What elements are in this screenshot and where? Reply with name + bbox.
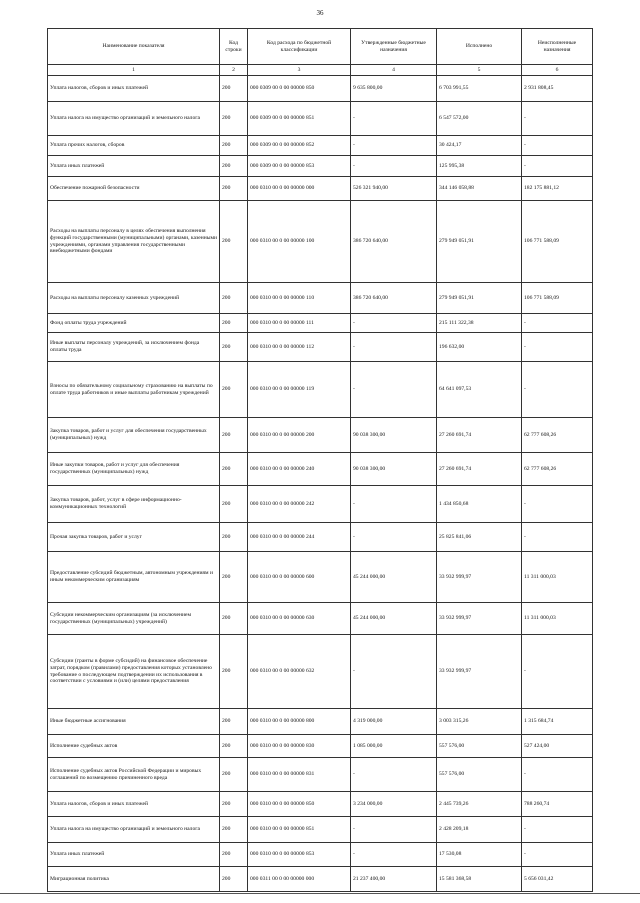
row-executed: 1 434 850,68: [437, 486, 522, 523]
row-expense-code: 000 0310 00 0 00 00000 831: [248, 758, 351, 792]
row-unexecuted: 11 311 000,03: [522, 552, 593, 603]
row-executed: 15 581 368,58: [437, 867, 522, 892]
row-expense-code: 000 0309 00 0 00 00000 851: [248, 102, 351, 136]
column-number: 3: [248, 65, 351, 76]
table-row: [48, 552, 593, 603]
row-executed: 27 260 691,74: [437, 418, 522, 453]
row-name: Миграционная политика: [48, 867, 220, 892]
table-row: [48, 156, 593, 177]
row-expense-code: 000 0310 00 0 00 00000 850: [248, 792, 351, 817]
row-name: Уплата налогов, сборов и иных платежей: [48, 792, 220, 817]
table-row: [48, 136, 593, 156]
row-line-code: 200: [220, 418, 248, 453]
table-body: [48, 76, 593, 892]
budget-execution-table: [47, 28, 593, 892]
table-row: [48, 362, 593, 418]
row-executed: 25 825 841,06: [437, 523, 522, 552]
row-approved: -: [351, 758, 437, 792]
table-row: [48, 817, 593, 843]
row-name: Уплата налога на имущество организаций и земельного налога: [48, 817, 220, 843]
table-row: [48, 867, 593, 892]
row-name: Иные выплаты персоналу учреждений, за исключением фонда оплаты труда: [48, 333, 220, 362]
row-expense-code: 000 0309 00 0 00 00000 853: [248, 156, 351, 177]
row-unexecuted: -: [522, 843, 593, 867]
row-unexecuted: 182 175 881,12: [522, 177, 593, 201]
table-row: [48, 283, 593, 314]
row-unexecuted: 106 771 588,09: [522, 283, 593, 314]
table-row: [48, 76, 593, 102]
row-name: Закупка товаров, работ, услуг в сфере информационно-коммуникационных технологий: [48, 486, 220, 523]
row-unexecuted: -: [522, 333, 593, 362]
row-unexecuted: -: [522, 523, 593, 552]
header-executed: Исполнено: [437, 29, 522, 65]
row-line-code: 200: [220, 817, 248, 843]
row-name: Уплата иных платежей: [48, 156, 220, 177]
row-expense-code: 000 0310 00 0 00 00000 242: [248, 486, 351, 523]
row-line-code: 200: [220, 523, 248, 552]
row-expense-code: 000 0310 00 0 00 00000 100: [248, 201, 351, 283]
row-executed: 6 547 572,00: [437, 102, 522, 136]
row-approved: -: [351, 314, 437, 333]
header-unexecuted: Неисполненные назначения: [522, 29, 593, 65]
row-executed: 30 424,17: [437, 136, 522, 156]
table-row: [48, 635, 593, 709]
header-approved-budget: Утвержденные бюджетные назначения: [351, 29, 437, 65]
table-row: [48, 843, 593, 867]
row-executed: 557 576,00: [437, 735, 522, 758]
row-expense-code: 000 0309 00 0 00 00000 852: [248, 136, 351, 156]
row-approved: 526 321 940,00: [351, 177, 437, 201]
row-executed: 279 949 051,91: [437, 283, 522, 314]
row-name: Прочая закупка товаров, работ и услуг: [48, 523, 220, 552]
row-approved: -: [351, 333, 437, 362]
row-line-code: 200: [220, 156, 248, 177]
row-expense-code: 000 0310 00 0 00 00000 000: [248, 177, 351, 201]
row-unexecuted: 788 260,74: [522, 792, 593, 817]
row-line-code: 200: [220, 102, 248, 136]
row-expense-code: 000 0309 00 0 00 00000 850: [248, 76, 351, 102]
header-line-code: Код строки: [220, 29, 248, 65]
table-row: [48, 603, 593, 635]
row-approved: -: [351, 523, 437, 552]
row-executed: 279 949 051,91: [437, 201, 522, 283]
table-row: [48, 314, 593, 333]
row-approved: -: [351, 102, 437, 136]
row-line-code: 200: [220, 552, 248, 603]
column-number: 5: [437, 65, 522, 76]
row-executed: 196 632,00: [437, 333, 522, 362]
row-expense-code: 000 0310 00 0 00 00000 853: [248, 843, 351, 867]
row-name: Предоставление субсидий бюджетным, автономным учреждениям и иным некоммерческим организациям: [48, 552, 220, 603]
row-line-code: 200: [220, 792, 248, 817]
row-line-code: 200: [220, 201, 248, 283]
row-line-code: 200: [220, 735, 248, 758]
row-executed: 557 576,00: [437, 758, 522, 792]
row-line-code: 200: [220, 177, 248, 201]
row-executed: 6 703 991,55: [437, 76, 522, 102]
row-expense-code: 000 0310 00 0 00 00000 112: [248, 333, 351, 362]
row-approved: -: [351, 136, 437, 156]
column-number: 2: [220, 65, 248, 76]
table-row: [48, 523, 593, 552]
row-executed: 64 641 097,53: [437, 362, 522, 418]
row-line-code: 200: [220, 362, 248, 418]
row-executed: 33 932 999,97: [437, 635, 522, 709]
row-line-code: 200: [220, 867, 248, 892]
row-approved: 3 234 000,00: [351, 792, 437, 817]
row-executed: 3 003 315,26: [437, 709, 522, 735]
row-line-code: 200: [220, 283, 248, 314]
row-unexecuted: -: [522, 156, 593, 177]
row-name: Исполнение судебных актов: [48, 735, 220, 758]
page-number: 36: [316, 9, 324, 17]
row-executed: 125 995,38: [437, 156, 522, 177]
row-approved: 386 720 640,00: [351, 201, 437, 283]
row-expense-code: 000 0310 00 0 00 00000 632: [248, 635, 351, 709]
row-line-code: 200: [220, 333, 248, 362]
row-executed: 2 445 739,26: [437, 792, 522, 817]
row-unexecuted: -: [522, 314, 593, 333]
row-approved: -: [351, 843, 437, 867]
row-name: Закупка товаров, работ и услуг для обеспечения государственных (муниципальных) нужд: [48, 418, 220, 453]
row-name: Исполнение судебных актов Российской Федерации и мировых соглашений по возмещению причиненного вреда: [48, 758, 220, 792]
row-approved: 90 038 300,00: [351, 453, 437, 486]
page-bottom-rule: [0, 893, 640, 894]
row-executed: 344 146 058,88: [437, 177, 522, 201]
row-unexecuted: -: [522, 486, 593, 523]
row-executed: 17 530,08: [437, 843, 522, 867]
row-unexecuted: 11 311 000,03: [522, 603, 593, 635]
row-unexecuted: -: [522, 635, 593, 709]
row-expense-code: 000 0311 00 0 00 00000 000: [248, 867, 351, 892]
row-unexecuted: -: [522, 102, 593, 136]
table-row: [48, 102, 593, 136]
row-name: Обеспечение пожарной безопасности: [48, 177, 220, 201]
header-indicator-name: Наименование показателя: [48, 29, 220, 65]
table-row: [48, 486, 593, 523]
row-name: Уплата иных платежей: [48, 843, 220, 867]
row-name: Иные бюджетные ассигнования: [48, 709, 220, 735]
row-expense-code: 000 0310 00 0 00 00000 244: [248, 523, 351, 552]
row-name: Расходы на выплаты персоналу в целях обеспечения выполнения функций государственными (муниципальными) органами, казенными учреждениями, органами управления государственными внебюджетными фондами: [48, 201, 220, 283]
row-line-code: 200: [220, 709, 248, 735]
row-approved: 1 085 000,00: [351, 735, 437, 758]
row-line-code: 200: [220, 843, 248, 867]
row-executed: 215 111 322,38: [437, 314, 522, 333]
row-name: Субсидии (гранты в форме субсидий) на финансовое обеспечение затрат, порядком (правилами) предоставления которых установлено требование о последующем подтверждении их использования в соответствии с условиями и (или) целями предоставления: [48, 635, 220, 709]
row-expense-code: 000 0310 00 0 00 00000 600: [248, 552, 351, 603]
row-unexecuted: -: [522, 758, 593, 792]
table-row: [48, 177, 593, 201]
row-line-code: 200: [220, 486, 248, 523]
row-executed: 2 428 209,18: [437, 817, 522, 843]
row-line-code: 200: [220, 635, 248, 709]
row-name: Иные закупки товаров, работ и услуг для обеспечения государственных (муниципальных) нужд: [48, 453, 220, 486]
row-unexecuted: 5 656 031,42: [522, 867, 593, 892]
row-name: Уплата прочих налогов, сборов: [48, 136, 220, 156]
row-unexecuted: -: [522, 136, 593, 156]
table-row: [48, 333, 593, 362]
column-number: 6: [522, 65, 593, 76]
row-unexecuted: 527 424,00: [522, 735, 593, 758]
table-header-row: [48, 29, 593, 65]
row-name: Взносы по обязательному социальному страхованию на выплаты по оплате труда работников и иные выплаты работникам учреждений: [48, 362, 220, 418]
row-name: Расходы на выплаты персоналу казенных учреждений: [48, 283, 220, 314]
row-unexecuted: 1 315 684,74: [522, 709, 593, 735]
row-unexecuted: 106 771 588,09: [522, 201, 593, 283]
row-approved: -: [351, 486, 437, 523]
row-expense-code: 000 0310 00 0 00 00000 630: [248, 603, 351, 635]
row-unexecuted: 62 777 608,26: [522, 453, 593, 486]
row-name: Уплата налогов, сборов и иных платежей: [48, 76, 220, 102]
header-expense-code: Код расхода по бюджетной классификации: [248, 29, 351, 65]
row-name: Фонд оплаты труда учреждений: [48, 314, 220, 333]
row-approved: -: [351, 362, 437, 418]
row-line-code: 200: [220, 314, 248, 333]
row-expense-code: 000 0310 00 0 00 00000 111: [248, 314, 351, 333]
row-expense-code: 000 0310 00 0 00 00000 119: [248, 362, 351, 418]
table-row: [48, 418, 593, 453]
row-expense-code: 000 0310 00 0 00 00000 110: [248, 283, 351, 314]
row-name: Уплата налога на имущество организаций и земельного налога: [48, 102, 220, 136]
row-expense-code: 000 0310 00 0 00 00000 830: [248, 735, 351, 758]
row-approved: 45 244 000,00: [351, 552, 437, 603]
row-executed: 27 260 691,74: [437, 453, 522, 486]
table-row: [48, 735, 593, 758]
row-approved: 45 244 000,00: [351, 603, 437, 635]
table-row: [48, 792, 593, 817]
row-unexecuted: 62 777 608,26: [522, 418, 593, 453]
row-executed: 33 932 999,97: [437, 552, 522, 603]
row-line-code: 200: [220, 758, 248, 792]
table-row: [48, 201, 593, 283]
row-name: Субсидии некоммерческим организациям (за исключением государственных (муниципальных) учреждений): [48, 603, 220, 635]
column-number: 1: [48, 65, 220, 76]
row-approved: 4 319 000,00: [351, 709, 437, 735]
row-approved: -: [351, 156, 437, 177]
table-row: [48, 709, 593, 735]
row-approved: -: [351, 817, 437, 843]
row-approved: 21 237 400,00: [351, 867, 437, 892]
row-expense-code: 000 0310 00 0 00 00000 800: [248, 709, 351, 735]
row-unexecuted: -: [522, 817, 593, 843]
row-unexecuted: 2 931 808,45: [522, 76, 593, 102]
table-row: [48, 758, 593, 792]
row-approved: 90 038 300,00: [351, 418, 437, 453]
row-expense-code: 000 0310 00 0 00 00000 851: [248, 817, 351, 843]
column-number: 4: [351, 65, 437, 76]
row-expense-code: 000 0310 00 0 00 00000 240: [248, 453, 351, 486]
row-approved: 386 720 640,00: [351, 283, 437, 314]
row-line-code: 200: [220, 136, 248, 156]
row-expense-code: 000 0310 00 0 00 00000 200: [248, 418, 351, 453]
row-approved: 9 635 800,00: [351, 76, 437, 102]
row-line-code: 200: [220, 603, 248, 635]
row-line-code: 200: [220, 76, 248, 102]
row-line-code: 200: [220, 453, 248, 486]
row-executed: 33 932 999,97: [437, 603, 522, 635]
column-number-row: [48, 65, 593, 76]
table-row: [48, 453, 593, 486]
row-approved: -: [351, 635, 437, 709]
row-unexecuted: -: [522, 362, 593, 418]
